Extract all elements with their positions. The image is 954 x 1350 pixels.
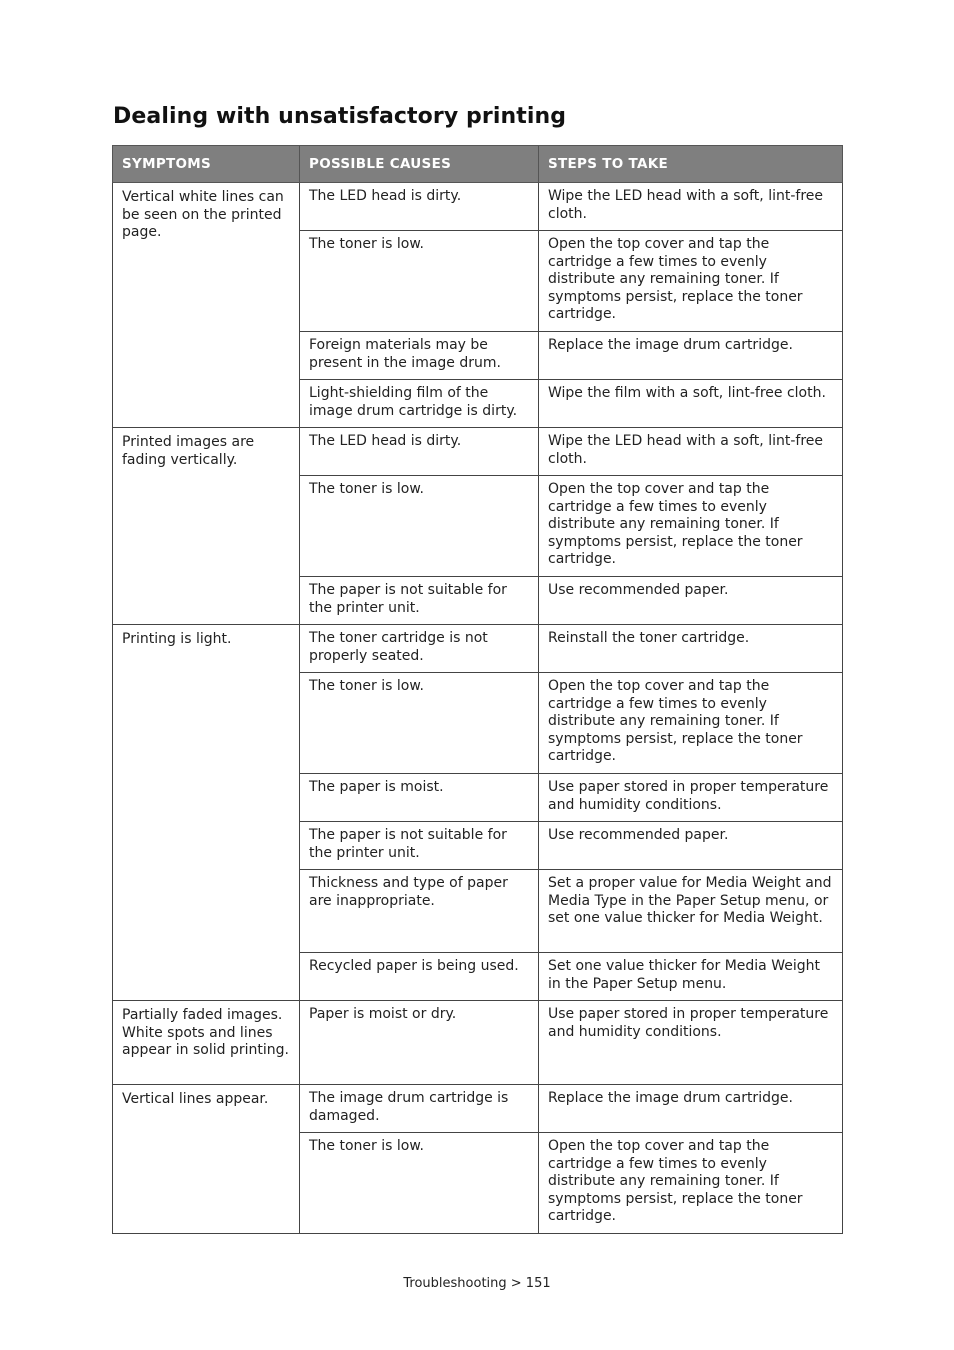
- step-cell: Open the top cover and tap the cartridge a few times to evenly distribute any remaining toner. If symptoms persist, replace the toner cartridge.: [539, 1133, 843, 1234]
- step-cell: Open the top cover and tap the cartridge a few times to evenly distribute any remaining toner. If symptoms persist, replace the toner cartridge.: [539, 476, 843, 577]
- cause-cell: Recycled paper is being used.: [300, 953, 539, 1001]
- page-title: Dealing with unsatisfactory printing: [113, 104, 567, 129]
- cause-cell: Light-shielding film of the image drum cartridge is dirty.: [300, 380, 539, 428]
- cause-cell: Thickness and type of paper are inappropriate.: [300, 870, 539, 953]
- cause-cell: Paper is moist or dry.: [300, 1001, 539, 1085]
- step-cell: Use recommended paper.: [539, 577, 843, 625]
- cause-cell: The paper is moist.: [300, 774, 539, 822]
- header-steps-to-take: STEPS TO TAKE: [539, 146, 843, 183]
- cause-cell: Foreign materials may be present in the image drum.: [300, 332, 539, 380]
- cause-cell: The toner is low.: [300, 231, 539, 332]
- table-header-row: [113, 146, 843, 183]
- step-cell: Reinstall the toner cartridge.: [539, 625, 843, 673]
- step-cell: Replace the image drum cartridge.: [539, 1085, 843, 1133]
- step-cell: Wipe the LED head with a soft, lint-free cloth.: [539, 183, 843, 231]
- step-cell: Replace the image drum cartridge.: [539, 332, 843, 380]
- cause-cell: The toner cartridge is not properly seated.: [300, 625, 539, 673]
- cause-cell: The toner is low.: [300, 476, 539, 577]
- page-footer: Troubleshooting > 151: [403, 1276, 551, 1291]
- symptom-cell: Printing is light.: [113, 625, 300, 1001]
- step-cell: Wipe the film with a soft, lint-free cloth.: [539, 380, 843, 428]
- step-cell: Set a proper value for Media Weight and Media Type in the Paper Setup menu, or set one value thicker for Media Weight.: [539, 870, 843, 953]
- table-row: [113, 428, 843, 476]
- step-cell: Set one value thicker for Media Weight in the Paper Setup menu.: [539, 953, 843, 1001]
- symptom-cell: Vertical white lines can be seen on the printed page.: [113, 183, 300, 428]
- step-cell: Use recommended paper.: [539, 822, 843, 870]
- symptom-cell: Vertical lines appear.: [113, 1085, 300, 1234]
- troubleshooting-table: [112, 145, 843, 1234]
- table-row: [113, 183, 843, 231]
- symptom-cell: Printed images are fading vertically.: [113, 428, 300, 625]
- step-cell: Use paper stored in proper temperature and humidity conditions.: [539, 1001, 843, 1085]
- step-cell: Wipe the LED head with a soft, lint-free cloth.: [539, 428, 843, 476]
- cause-cell: The paper is not suitable for the printer unit.: [300, 822, 539, 870]
- header-possible-causes: POSSIBLE CAUSES: [300, 146, 539, 183]
- cause-cell: The LED head is dirty.: [300, 183, 539, 231]
- step-cell: Open the top cover and tap the cartridge a few times to evenly distribute any remaining toner. If symptoms persist, replace the toner cartridge.: [539, 231, 843, 332]
- step-cell: Open the top cover and tap the cartridge a few times to evenly distribute any remaining toner. If symptoms persist, replace the toner cartridge.: [539, 673, 843, 774]
- table-row: [113, 625, 843, 673]
- cause-cell: The paper is not suitable for the printer unit.: [300, 577, 539, 625]
- cause-cell: The LED head is dirty.: [300, 428, 539, 476]
- table-row: [113, 1001, 843, 1085]
- step-cell: Use paper stored in proper temperature and humidity conditions.: [539, 774, 843, 822]
- header-symptoms: SYMPTOMS: [113, 146, 300, 183]
- cause-cell: The toner is low.: [300, 673, 539, 774]
- symptom-cell: Partially faded images. White spots and lines appear in solid printing.: [113, 1001, 300, 1085]
- cause-cell: The toner is low.: [300, 1133, 539, 1234]
- table-row: [113, 1085, 843, 1133]
- cause-cell: The image drum cartridge is damaged.: [300, 1085, 539, 1133]
